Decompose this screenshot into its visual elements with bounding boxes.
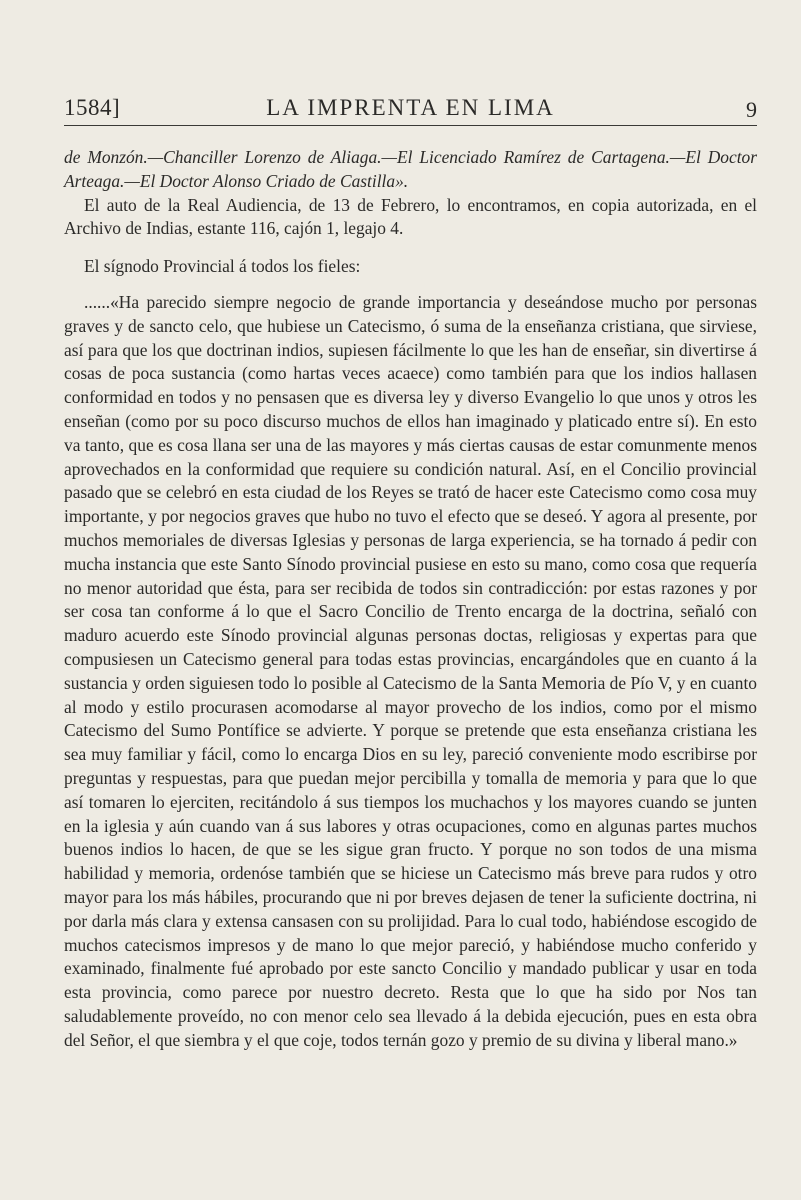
header-year: 1584]	[64, 95, 121, 120]
page-number: 9	[746, 97, 757, 122]
body-text	[64, 146, 757, 1052]
running-header	[64, 95, 757, 126]
archive-note: El auto de la Real Audiencia, de 13 de Febrero, lo encontramos, en copia autorizada, en el Archivo de Indias, estante 116, cajón 1, legajo 4.	[64, 194, 757, 239]
running-title: LA IMPRENTA EN LIMA	[266, 95, 555, 120]
intro-signatures: de Monzón.—Chanciller Lorenzo de Aliaga.—El Licenciado Ramírez de Cartagena.—El Doctor Arteaga.—El Doctor Alonso Criado de Castilla».	[64, 147, 757, 191]
synod-heading: El sígnodo Provincial á todos los fieles:	[84, 256, 361, 277]
synod-quote: ......«Ha parecido siempre negocio de grande importancia y deseándose mucho por personas graves y de sancto celo, que hubiese un Catecismo, ó suma de la enseñanza cristiana, que sirviese, así para que los que doctrinan indios, supiesen fácilmente lo que les han de enseñar, sin divertirse á cosas de poca sustancia (como hartas veces acaece) como también para que los indios hallasen conformidad en todos y no pensasen que es diversa ley y diverso Evangelio lo que unos y otros les enseñan (como por su poco discurso muchos de ellos han imaginado y platicado entre sí). En esto va tanto, que es cosa llana ser una de las mayores y más ciertas causas de estar comunmente menos aprovechados en la conformidad que requiere su condición natural. Así, en el Concilio provincial pasado que se celebró en esta ciudad de los Reyes se trató de hacer este Catecismo como cosa muy importante, y por negocios graves que hubo no tuvo el efecto que se deseó. Y agora al presente, por muchos memoriales de diversas Iglesias y personas de larga experiencia, se ha tornado á pedir con mucha instancia que este Santo Sínodo provincial pusiese en esto su mano, como cosa que requería no menor autoridad que ésta, para ser recibida de todos sin contradicción: por estas razones y por ser cosa tan conforme á lo que el Sacro Concilio de Trento encarga de la doctrina, señaló con maduro acuerdo este Sínodo provincial algunas personas doctas, religiosas y expertas para que compusiesen un Catecismo general para todas estas provincias, encargándoles que en cuanto á la sustancia y orden siguiesen todo lo posible al Catecismo de la Santa Memoria de Pío V, y en cuanto al modo y estilo procurasen acomodarse al mayor provecho de los indios, como por el mismo Catecismo del Sumo Pontífice se advierte. Y porque se pretende que esta enseñanza cristiana les sea muy familiar y fácil, como lo encarga Dios en su ley, pareció conveniente modo escribirse por preguntas y respuestas, para que puedan mejor percibilla y tomalla de memoria y para que lo que así tomaren lo ejerciten, recitándolo á sus tiempos los muchachos y los mayores cuando se junten en la iglesia y aún cuando van á sus labores y otras ocupaciones, como en algunas partes muchos buenos indios lo hacen, de que se les sigue gran fructo. Y porque no son todos de una misma habilidad y memoria, ordenóse también que se hiciese un Catecismo más breve para rudos y otro mayor para los más hábiles, procurando que ni por breves dejasen de tener la suficiente doctrina, ni por darla más clara y extensa cansasen con su prolijidad. Para lo cual todo, habiéndose escogido de muchos catecismos impresos y de mano lo que mejor pareció, y habiéndose mucho conferido y examinado, finalmente fué aprobado por este sancto Concilio y mandado publicar y usar en toda esta provincia, como parece por nuestro decreto. Resta que lo que ha sido por Nos tan saludablemente proveído, no con menor celo sea llevado á la debida ejecución, pues en esta obra del Señor, el que siembra y el que coje, todos ternán gozo y premio de su divina y liberal mano.»	[64, 291, 757, 1050]
